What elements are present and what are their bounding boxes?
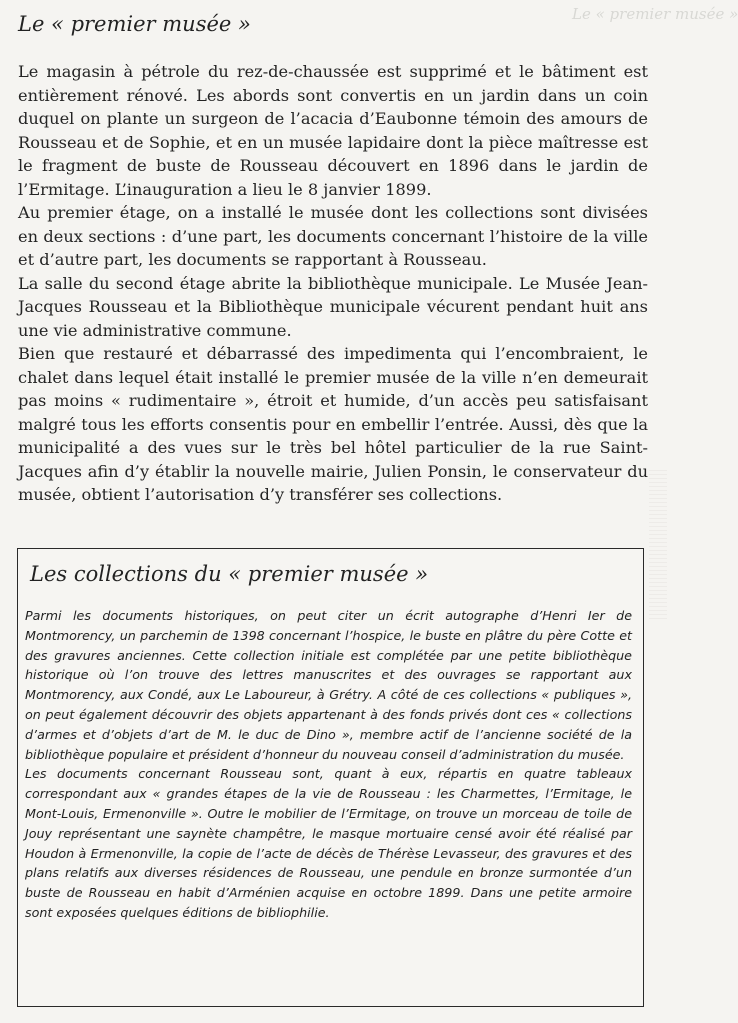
sidebar-text [25,606,632,923]
main-paragraph-3: La salle du second étage abrite la bibliothèque municipale. Le Musée Jean-Jacques Rousseau et la Bibliothèque municipale vécurent pendant huit ans une vie administrative commune. [18,273,648,340]
bleed-through-header: Le « premier musée » [572,5,738,23]
sidebar-paragraph-1: Parmi les documents historiques, on peut citer un écrit autographe d’Henri Ier de Montmorency, un parchemin de 1398 concernant l’hospice, le buste en plâtre du père Cotte et des gravures anciennes. Cette collection initiale est complétée par une petite bibliothèque historique où l’on trouve des lettres manuscrites et des ouvrages se rapportant aux Montmorency, aux Condé, aux Le Laboureur, à Grétry. A côté de ces collections « publiques », on peut également découvrir des objets appartenant à des fonds privés dont ces « collections d’armes et d’objets d’art de M. le duc de Dino », membre actif de l’ancienne société de la bibliothèque populaire et président d’honneur du nouveau conseil d’administration du musée. [25,608,632,762]
main-article [18,60,648,507]
sidebar-title: Les collections du « premier musée » [30,562,429,586]
main-paragraph-1: Le magasin à pétrole du rez-de-chaussée est supprimé et le bâtiment est entièrement rénové. Les abords sont convertis en un jardin dans un coin duquel on plante un surgeon de l’acacia d’Eaubonne témoin des amours de Rousseau et de Sophie, et en un musée lapidaire dont la pièce maîtresse est le fragment de buste de Rousseau découvert en 1896 dans le jardin de l’Ermitage. L’inauguration a lieu le 8 janvier 1899. [18,62,648,199]
sidebar-paragraph-2: Les documents concernant Rousseau sont, quant à eux, répartis en quatre tableaux correspondant aux « grandes étapes de la vie de Rousseau : les Charmettes, l’Ermitage, le Mont-Louis, Ermenonville ». Outre le mobilier de l’Ermitage, on trouve un morceau de toile de Jouy représentant une saynète champêtre, le masque mortuaire censé avoir été réalisé par Houdon à Ermenonville, la copie de l’acte de décès de Thérèse Levasseur, des gravures et des plans relatifs aux diverses résidences de Rousseau, une pendule en bronze surmontée d’un buste de Rousseau en habit d’Arménien acquise en octobre 1899. Dans une petite armoire sont exposées quelques éditions de bibliophilie. [25,766,632,920]
section-title: Le « premier musée » [18,12,251,36]
page-edge-texture [649,470,667,620]
collections-sidebar-box [17,548,644,1007]
main-paragraph-2: Au premier étage, on a installé le musée dont les collections sont divisées en deux sections : d’une part, les documents concernant l’histoire de la ville et d’autre part, les documents se rapportant à Rousseau. [18,203,648,269]
main-paragraph-4: Bien que restauré et débarrassé des impedimenta qui l’encombraient, le chalet dans lequel était installé le premier musée de la ville n’en demeurait pas moins « rudimentaire », étroit et humide, d’un accès peu satisfaisant malgré tous les efforts consentis pour en embellir l’entrée. Aussi, dès que la municipalité a des vues sur le très bel hôtel particulier de la rue Saint-Jacques afin d’y établir la nouvelle mairie, Julien Ponsin, le conservateur du musée, obtient l’autorisation d’y transférer ses collections. [18,344,648,504]
